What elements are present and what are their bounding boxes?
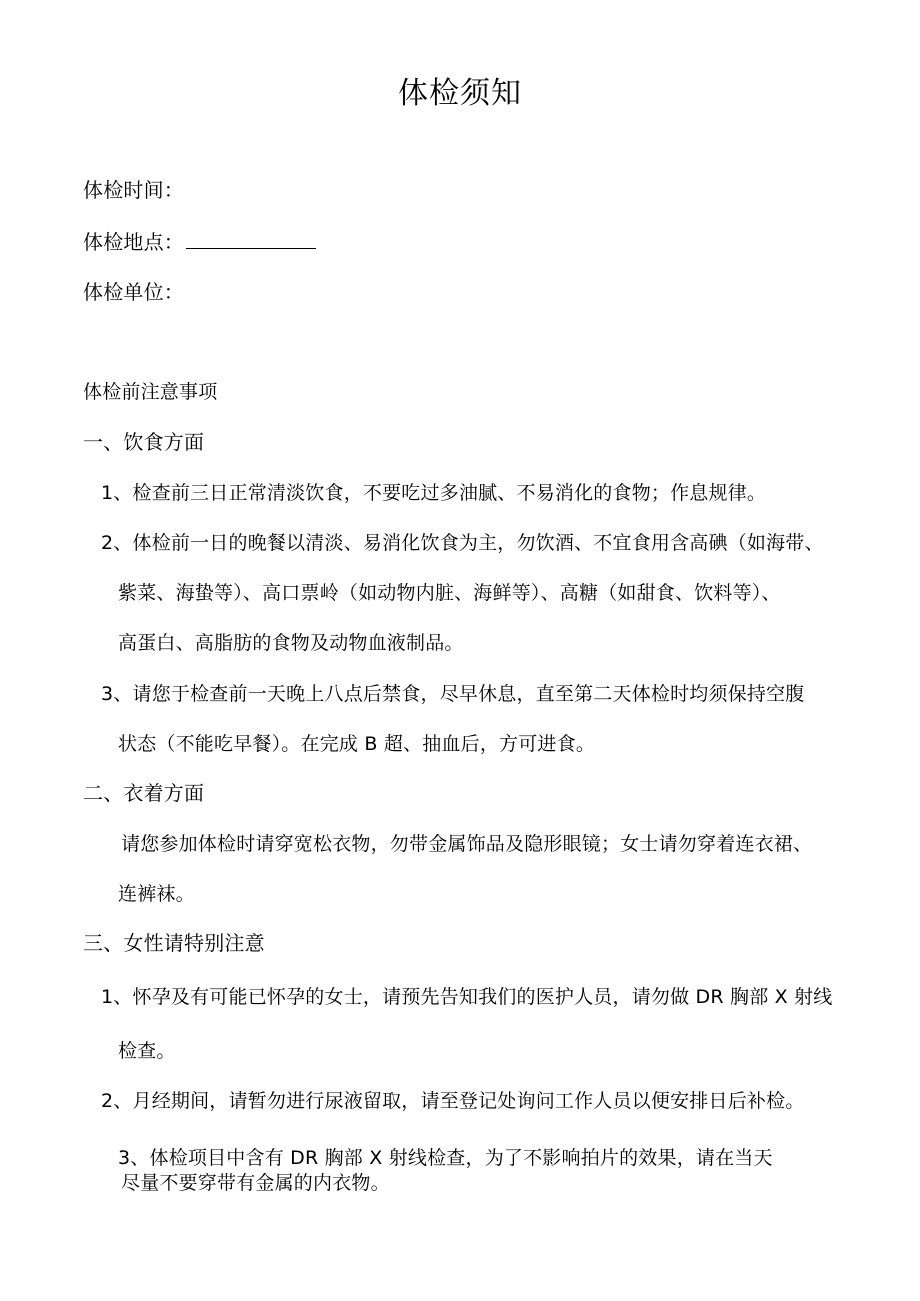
women-item-3-line-2: 尽量不要穿带有金属的内衣物。 — [121, 1172, 390, 1194]
clothing-heading: 二、衣着方面 — [83, 781, 205, 805]
exam-place-label: 体检地点： — [83, 230, 184, 254]
exam-unit-label: 体检单位： — [83, 280, 184, 304]
women-item-1-line-1: 1、怀孕及有可能已怀孕的女士，请预先告知我们的医护人员，请勿做 DR 胸部 X 射线 — [101, 986, 833, 1008]
diet-item-2-line-1: 2、体检前一日的晚餐以清淡、易消化饮食为主，勿饮酒、不宜食用含高碘（如海带、 — [101, 532, 824, 554]
clothing-text-line-2: 连裤袜。 — [118, 883, 195, 905]
exam-place-blank — [186, 228, 316, 249]
women-heading: 三、女性请特别注意 — [83, 931, 265, 955]
diet-heading: 一、饮食方面 — [83, 430, 205, 454]
women-item-3-line-1: 3、体检项目中含有 DR 胸部 X 射线检查，为了不影响拍片的效果，请在当天 — [118, 1147, 773, 1169]
diet-item-3-line-2: 状态（不能吃早餐）。在完成 B 超、抽血后，方可进食。 — [118, 733, 596, 755]
page-title: 体检须知 — [398, 76, 522, 111]
exam-place-row — [83, 228, 316, 255]
clothing-text-line-1: 请您参加体检时请穿宽松衣物，勿带金属饰品及隐形眼镜；女士请勿穿着连衣裙、 — [121, 833, 813, 855]
diet-item-1: 1、检查前三日正常清淡饮食，不要吃过多油腻、不易消化的食物；作息规律。 — [101, 482, 767, 504]
women-item-1-line-2: 检查。 — [118, 1040, 176, 1062]
diet-item-3-line-1: 3、请您于检查前一天晚上八点后禁食，尽早休息，直至第二天体检时均须保持空腹 — [101, 683, 805, 705]
women-item-2: 2、月经期间，请暂勿进行尿液留取，请至登记处询问工作人员以便安排日后补检。 — [101, 1090, 805, 1112]
exam-time-label: 体检时间： — [83, 178, 184, 202]
diet-item-2-line-3: 高蛋白、高脂肪的食物及动物血液制品。 — [118, 632, 464, 654]
diet-item-2-line-2: 紫菜、海蛰等）、高口票岭（如动物内脏、海鲜等）、高糖（如甜食、饮料等）、 — [118, 582, 781, 604]
precautions-heading: 体检前注意事项 — [83, 381, 218, 403]
